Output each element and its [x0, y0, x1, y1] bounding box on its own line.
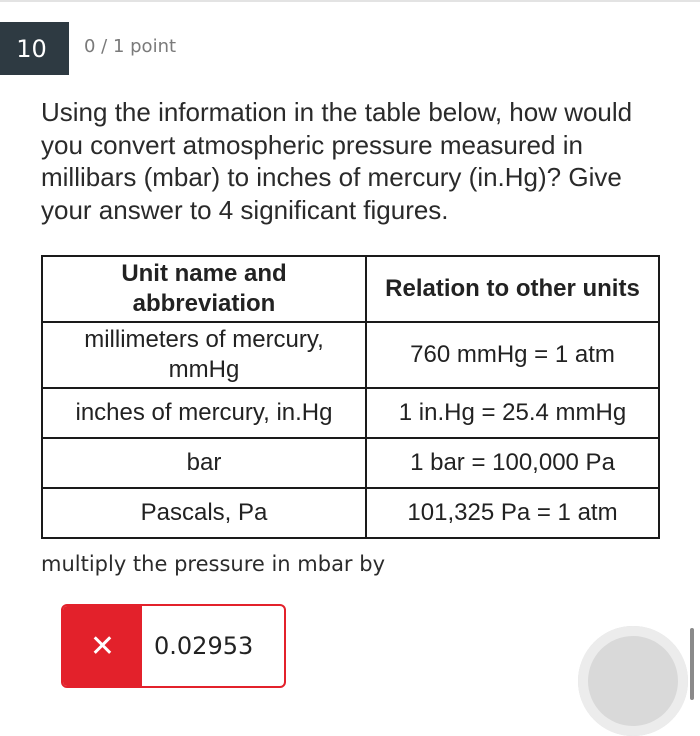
top-divider — [0, 0, 700, 2]
points-label: 0 / 1 point — [84, 36, 177, 57]
table-row — [42, 322, 659, 388]
table-cell: 1 in.Hg = 25.4 mmHg — [366, 388, 659, 438]
question-text: Using the information in the table below, how would you convert atmospheric pressure measured in millibars (mbar) to inches of mercury (in.Hg)? Give your answer to 4 significant figures. — [41, 97, 633, 225]
answer-field[interactable] — [61, 604, 286, 688]
close-icon: ✕ — [89, 628, 116, 664]
table-header-cell: Unit name and abbreviation — [42, 256, 366, 322]
table-cell: 1 bar = 100,000 Pa — [366, 438, 659, 488]
question-number-badge — [0, 22, 69, 75]
table-header-row — [42, 256, 659, 322]
table-cell: 101,325 Pa = 1 atm — [366, 488, 659, 538]
table-cell: Pascals, Pa — [42, 488, 366, 538]
table-row — [42, 388, 659, 438]
answer-value[interactable]: 0.02953 — [154, 632, 254, 660]
units-table — [41, 255, 660, 539]
question-number: 10 — [16, 34, 47, 63]
incorrect-status — [63, 606, 142, 686]
table-cell: bar — [42, 438, 366, 488]
table-row — [42, 438, 659, 488]
table-cell: inches of mercury, in.Hg — [42, 388, 366, 438]
scrollbar[interactable] — [690, 628, 694, 700]
answer-prompt: multiply the pressure in mbar by — [41, 552, 385, 576]
floating-action-button[interactable] — [578, 626, 688, 736]
table-row — [42, 488, 659, 538]
table-cell: millimeters of mercury, mmHg — [42, 322, 366, 388]
table-cell: 760 mmHg = 1 atm — [366, 322, 659, 388]
table-header-cell: Relation to other units — [366, 256, 659, 322]
